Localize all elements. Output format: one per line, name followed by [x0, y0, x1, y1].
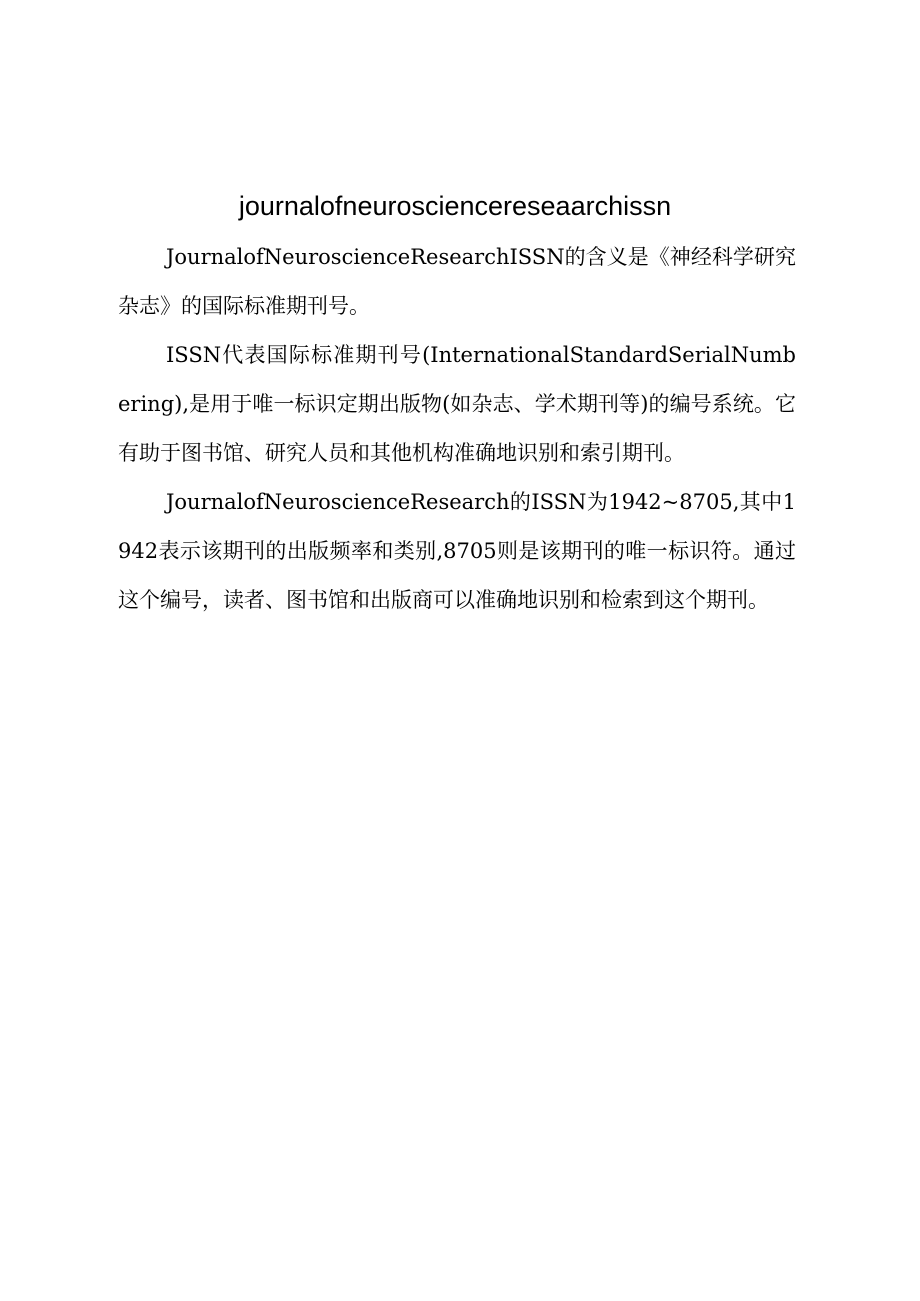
paragraph-issn-meaning: JournalofNeuroscienceResearchISSN的含义是《神经科学研究杂志》的国际标准期刊号。 — [118, 245, 796, 318]
paragraph-issn-number: JournalofNeuroscienceResearch的ISSN为1942~8705,其中1942表示该期刊的出版频率和类别,8705则是该期刊的唯一标识符。通过这个编号，读者、图书馆和出版商可以准确地识别和检索到这个期刊。 — [118, 490, 796, 612]
document-body — [118, 233, 796, 625]
document-title: journalofneurosciencereseaarchissn — [238, 191, 672, 221]
paragraph-issn-definition: ISSN代表国际标准期刊号(InternationalStandardSerialNumbering),是用于唯一标识定期出版物(如杂志、学术期刊等)的编号系统。它有助于图书馆、研究人员和其他机构准确地识别和索引期刊。 — [118, 343, 796, 465]
